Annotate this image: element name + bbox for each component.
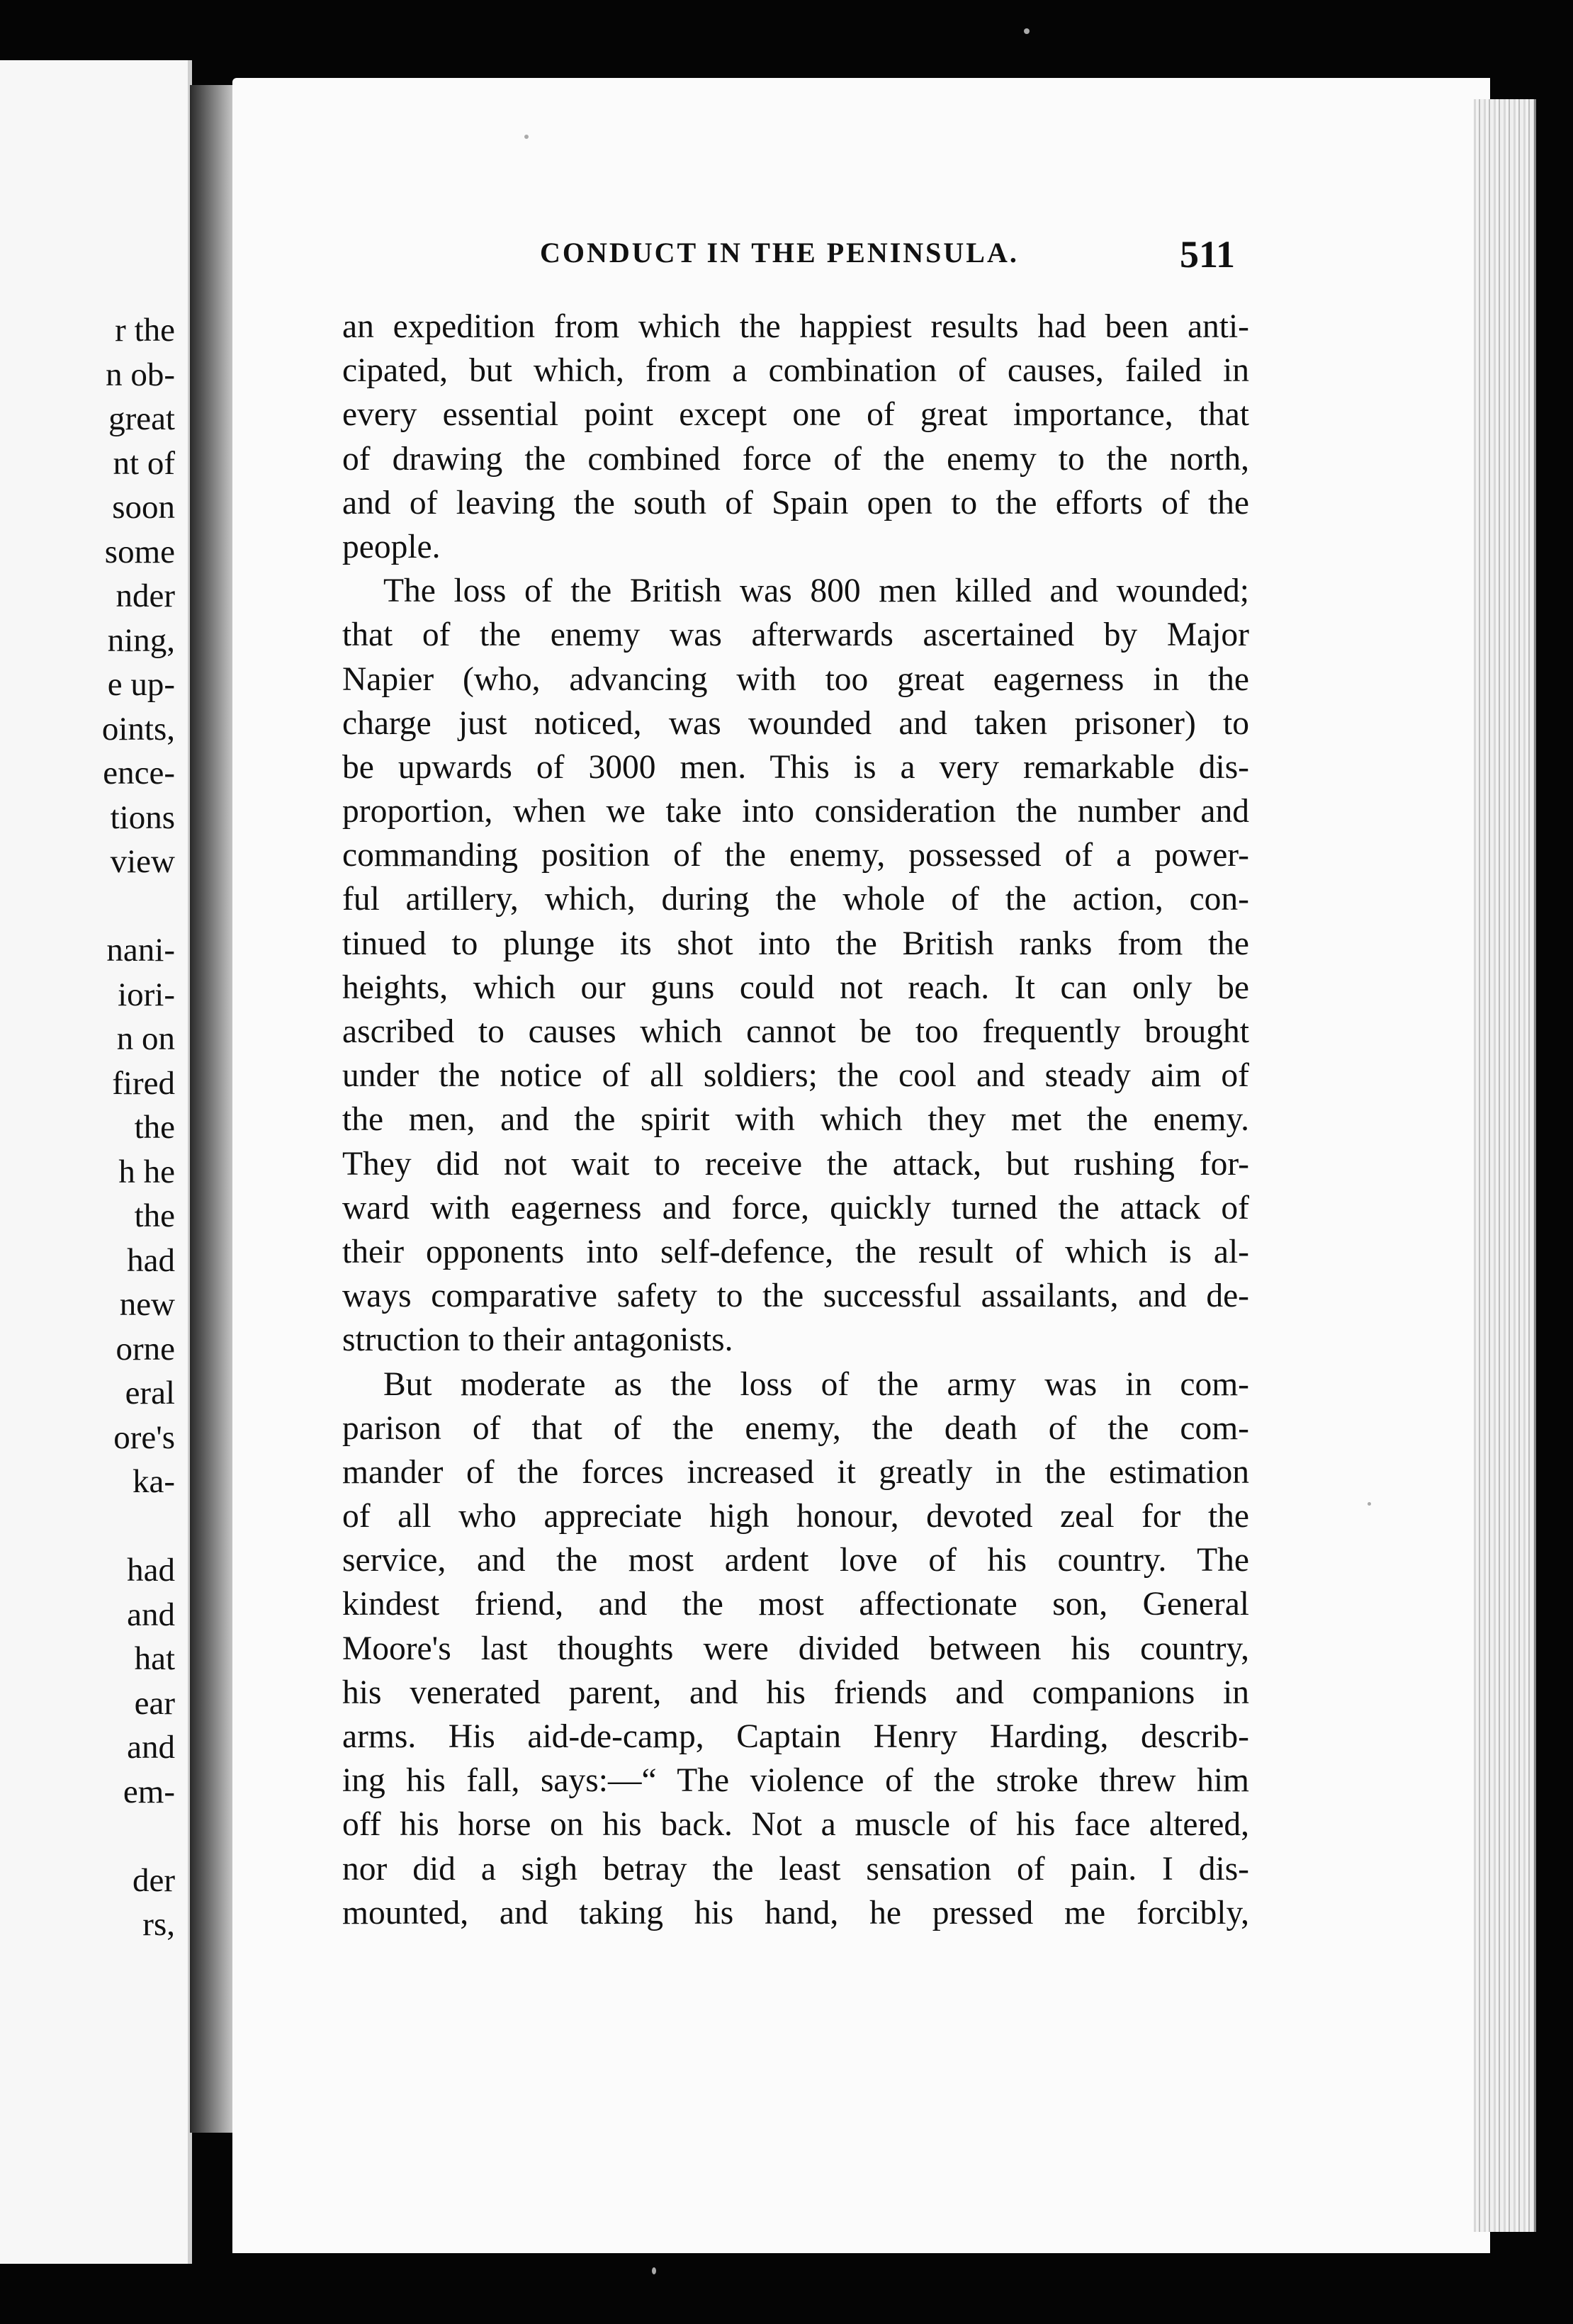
text-line: Napier (who, advancing with too great eagerness in the [342,660,1249,698]
text-line: proportion, when we take into consideration the number and [342,793,1249,830]
left-fragment: rs, [142,1906,175,1943]
left-fragment: and [127,1596,175,1633]
text-line: Moore's last thoughts were divided between his country, [342,1630,1249,1667]
left-fragment: new [119,1286,175,1323]
text-line: under the notice of all soldiers; the cool and steady aim of [342,1057,1249,1095]
left-fragment: and [127,1729,175,1766]
text-line: heights, which our guns could not reach. It can only be [342,969,1249,1006]
text-line: tinued to plunge its shot into the British ranks from the [342,925,1249,962]
left-fragment: nt of [113,444,175,482]
left-fragment: great [108,400,175,437]
left-fragment [102,884,175,929]
text-line: be upwards of 3000 men. This is a very remarkable dis- [342,748,1249,786]
left-fragment: oints, [101,710,175,748]
left-fragment [102,1814,175,1858]
left-fragment: had [127,1552,175,1589]
text-line: They did not wait to receive the attack, but rushing for- [342,1145,1249,1183]
text-line: The loss of the British was 800 men killed and wounded; [383,572,1249,610]
left-fragment: r the [115,312,175,349]
text-line: the men, and the spirit with which they met the enemy. [342,1101,1249,1139]
running-head: CONDUCT IN THE PENINSULA. [540,237,1019,269]
text-line: of all who appreciate high honour, devoted zeal for the [342,1498,1249,1535]
speck [652,2267,656,2274]
left-page [0,60,192,2264]
left-fragment: had [127,1241,175,1279]
text-line: But moderate as the loss of the army was in com- [383,1365,1249,1403]
text-line: off his horse on his back. Not a muscle of his face altered, [342,1806,1249,1844]
text-line: his venerated parent, and his friends and companions in [342,1674,1249,1711]
text-line: ward with eagerness and force, quickly turned the attack of [342,1189,1249,1226]
text-line: ways comparative safety to the successful assailants, and de- [342,1277,1249,1315]
left-fragment: fired [112,1064,175,1102]
text-line: ing his fall, says:—“ The violence of the stroke threw him [342,1762,1249,1800]
left-fragment: ence- [103,755,175,791]
text-line: of drawing the combined force of the enemy to the north, [342,440,1249,478]
speck [524,135,529,139]
book-gutter [190,85,234,2133]
left-fragment: der [132,1861,175,1899]
left-fragment: soon [112,489,175,526]
text-line: nor did a sigh betray the least sensation of pain. I dis- [342,1850,1249,1888]
left-fragment: n ob- [106,356,175,393]
text-line: their opponents into self-defence, the result of which is al- [342,1233,1249,1270]
text-line: mander of the forces increased it greatly in the estimation [342,1453,1249,1491]
text-line: parison of that of the enemy, the death of the com- [342,1409,1249,1447]
left-fragment: nani- [106,932,175,969]
text-line: commanding position of the enemy, possessed of a power- [342,837,1249,874]
left-fragment: the [134,1109,175,1146]
left-fragment: ore's [113,1418,175,1456]
text-line: kindest friend, and the most affectionate son, General [342,1586,1249,1623]
text-line: charge just noticed, was wounded and taken prisoner) to [342,704,1249,742]
left-fragment: em- [123,1773,175,1810]
text-line: ascribed to causes which cannot be too frequently brought [342,1013,1249,1050]
left-fragment: ning, [107,621,175,659]
text-line: cipated, but which, from a combination of causes, failed in [342,352,1249,390]
speck [1024,28,1030,34]
left-fragment: orne [115,1330,175,1367]
text-line: and of leaving the south of Spain open to the efforts of the [342,484,1249,521]
left-fragment: ear [134,1684,175,1722]
left-fragment: tions [110,799,175,836]
left-fragment [102,1504,175,1549]
left-fragment: the [134,1197,175,1234]
text-line: service, and the most ardent love of his country. The [342,1542,1249,1579]
text-line: struction to their antagonists. [342,1321,733,1359]
left-fragment: ka- [132,1463,175,1500]
left-fragment: nder [115,577,175,614]
left-fragment: n on [116,1020,175,1057]
page-number: 511 [1180,233,1236,276]
page-edges [1474,99,1536,2232]
left-page-text-fragments [102,308,175,1947]
text-line: that of the enemy was afterwards ascertained by Major [342,616,1249,654]
left-fragment: iori- [118,976,175,1013]
text-line: mounted, and taking his hand, he pressed me forcibly, [342,1894,1249,1931]
text-line: arms. His aid-de-camp, Captain Henry Harding, describ- [342,1718,1249,1755]
left-fragment: eral [125,1375,175,1411]
text-line: every essential point except one of great importance, that [342,396,1249,434]
body-text [342,305,1249,1935]
speck [1368,1502,1371,1506]
left-fragment: hat [134,1640,175,1677]
text-line: ful artillery, which, during the whole of the action, con- [342,881,1249,918]
left-fragment: some [104,533,175,570]
text-line: people. [342,528,441,565]
text-line: an expedition from which the happiest results had been anti- [342,308,1249,345]
left-fragment: h he [118,1153,175,1190]
left-fragment: view [110,843,175,880]
left-fragment: e up- [107,666,175,703]
